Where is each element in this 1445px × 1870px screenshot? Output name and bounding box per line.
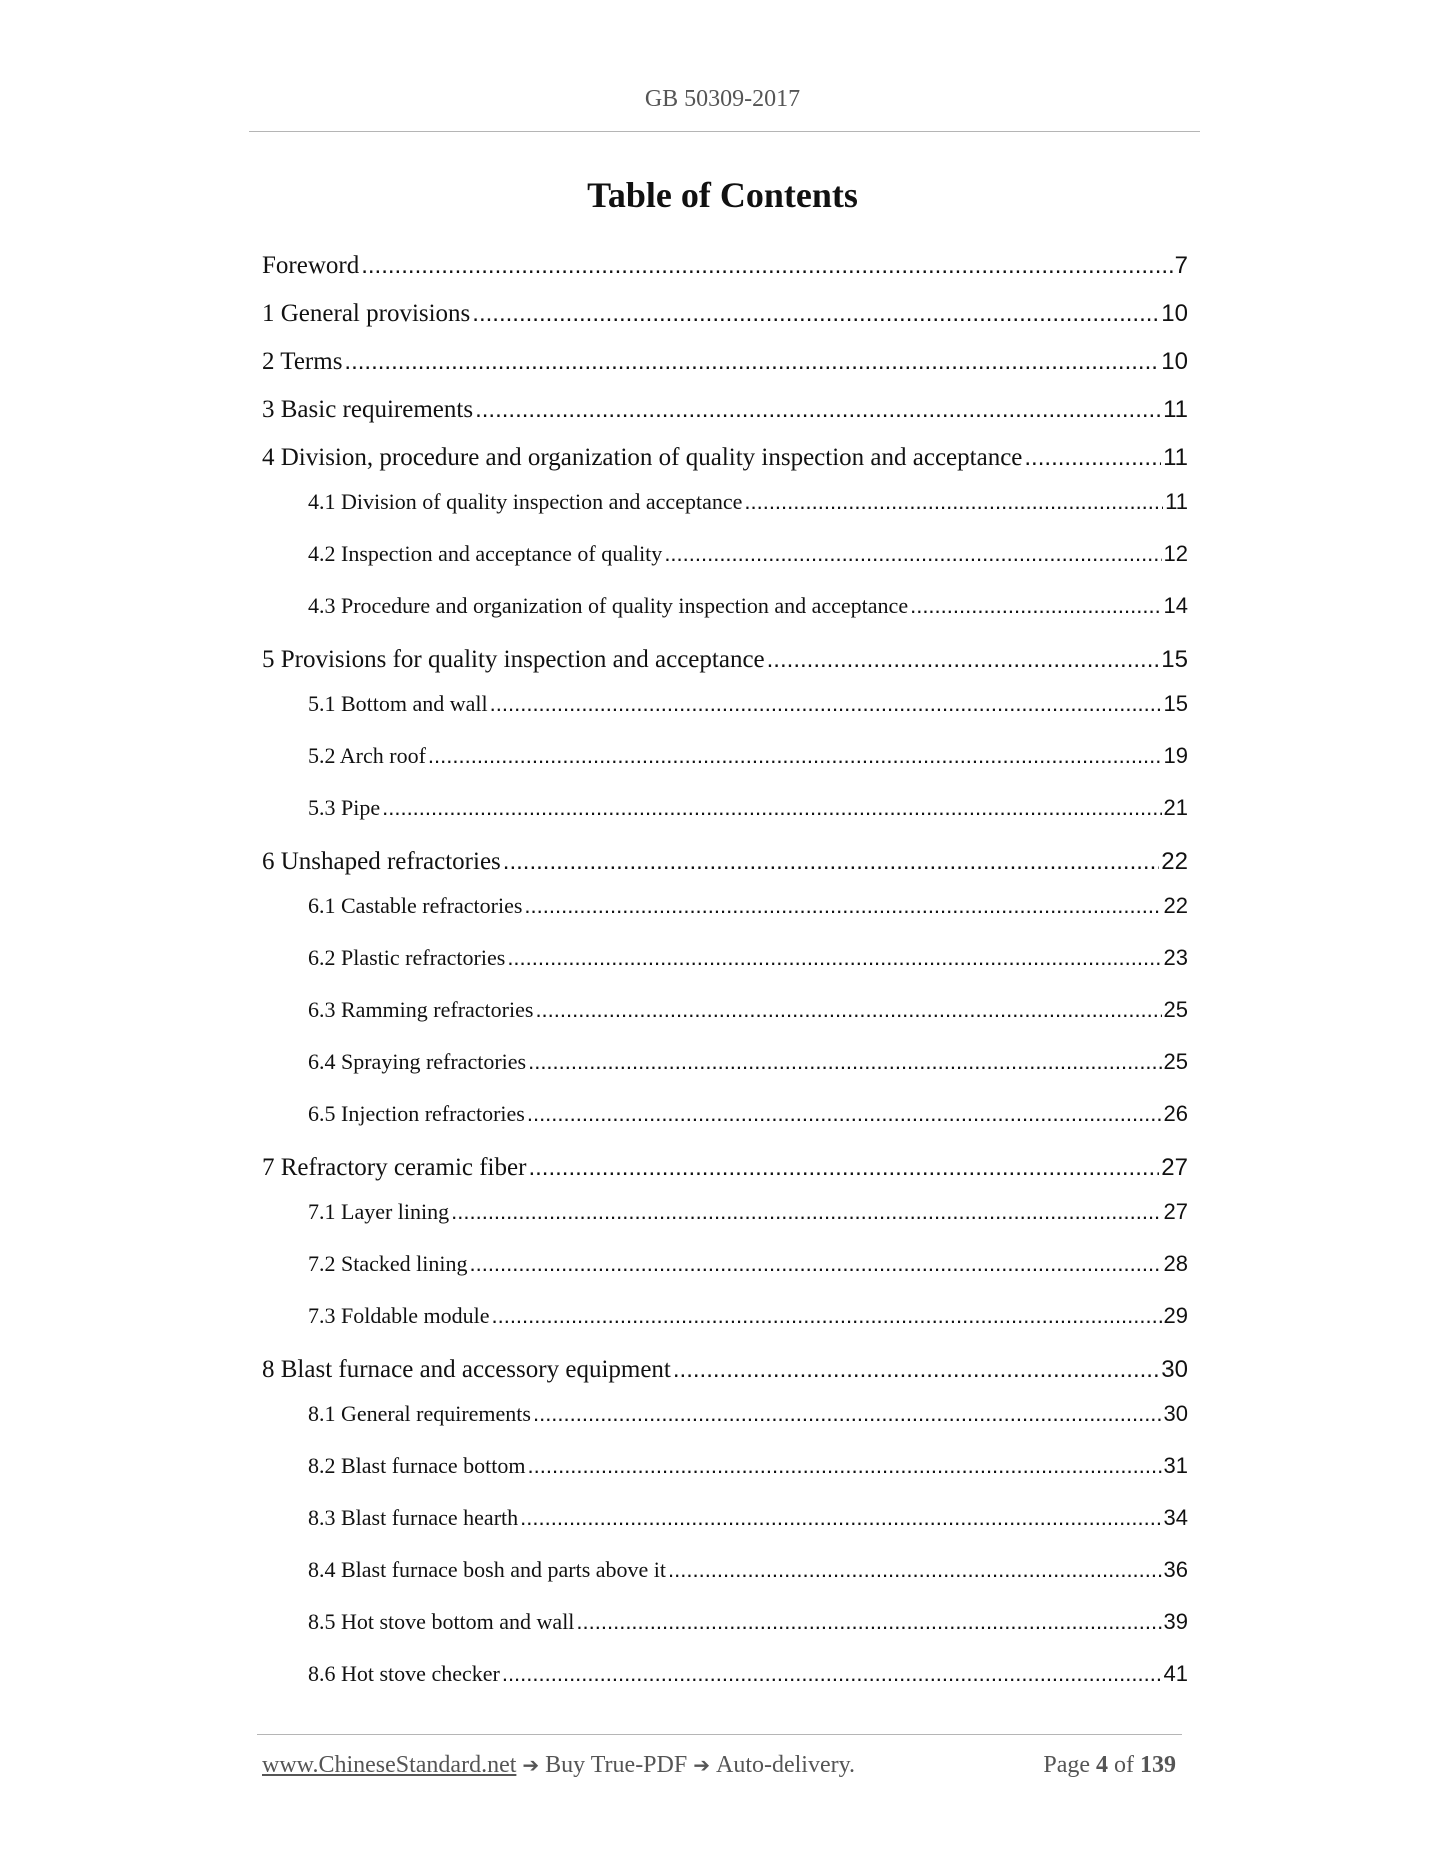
toc-page-number: 25	[1163, 997, 1188, 1022]
toc-chapter-entry[interactable]	[262, 1144, 1188, 1192]
toc-page-number: 27	[1161, 1154, 1188, 1181]
toc-chapter-entry[interactable]	[262, 386, 1188, 434]
dot-leader	[502, 1648, 1162, 1700]
toc-section-entry[interactable]	[262, 1290, 1188, 1342]
toc-entry-title: 7.1 Layer lining	[308, 1199, 450, 1224]
toc-entry-title: 6.1 Castable refractories	[308, 893, 523, 918]
toc-page-number: 31	[1163, 1453, 1188, 1478]
toc-section-entry[interactable]	[262, 1492, 1188, 1544]
dot-leader	[1024, 434, 1161, 482]
dot-leader	[520, 1492, 1161, 1544]
toc-entry-title: 5.2 Arch roof	[308, 743, 426, 768]
toc-entry-title: 8.3 Blast furnace hearth	[308, 1505, 519, 1530]
page-title: Table of Contents	[587, 175, 858, 215]
toc-page-number: 30	[1161, 1356, 1188, 1383]
toc-entry-title: 1 General provisions	[262, 300, 471, 327]
toc-entry-title: 4.2 Inspection and acceptance of quality	[308, 541, 663, 566]
toc-entry-title: 7.3 Foldable module	[308, 1303, 490, 1328]
toc-chapter-entry[interactable]	[262, 338, 1188, 386]
current-page-number: 4	[1096, 1752, 1108, 1778]
dot-leader	[382, 782, 1161, 834]
dot-leader	[527, 1088, 1162, 1140]
dot-leader	[767, 636, 1160, 684]
toc-page-number: 23	[1163, 945, 1188, 970]
toc-entry-title: 7 Refractory ceramic fiber	[262, 1154, 527, 1181]
toc-page-number: 10	[1161, 348, 1188, 375]
toc-section-entry[interactable]	[262, 730, 1188, 782]
toc-section-entry[interactable]	[262, 1036, 1188, 1088]
page-footer	[262, 1752, 1182, 1784]
toc-entry-title: 2 Terms	[262, 348, 343, 375]
toc-entry-title: 6 Unshaped refractories	[262, 848, 501, 875]
toc-entry-title: 5 Provisions for quality inspection and acceptance	[262, 646, 765, 673]
auto-delivery-text: Auto-delivery.	[715, 1752, 856, 1778]
toc-entry-title: 4.1 Division of quality inspection and acceptance	[308, 489, 743, 514]
dot-leader	[344, 338, 1159, 386]
toc-section-entry[interactable]	[262, 678, 1188, 730]
toc-page-number: 10	[1161, 300, 1188, 327]
toc-section-entry[interactable]	[262, 984, 1188, 1036]
toc-entry-title: 6.4 Spraying refractories	[308, 1049, 527, 1074]
toc-page-number: 36	[1163, 1557, 1188, 1582]
dot-leader	[533, 1388, 1162, 1440]
toc-chapter-entry[interactable]	[262, 838, 1188, 886]
right-arrow-icon: ➔	[522, 1753, 540, 1777]
toc-page-number: 26	[1163, 1101, 1188, 1126]
dot-leader	[744, 476, 1163, 528]
dot-leader	[490, 678, 1162, 730]
dot-leader	[664, 528, 1161, 580]
toc-page-number: 15	[1163, 691, 1188, 716]
toc-page-number: 12	[1163, 541, 1188, 566]
toc-chapter-entry[interactable]	[262, 290, 1188, 338]
dot-leader	[428, 730, 1162, 782]
toc-page-number: 11	[1165, 489, 1188, 514]
toc-entry-title: 4.3 Procedure and organization of quality inspection and acceptance	[308, 593, 909, 618]
table-of-contents	[262, 242, 1188, 1704]
dot-leader	[469, 1238, 1161, 1290]
toc-section-entry[interactable]	[262, 1088, 1188, 1140]
toc-page-number: 30	[1163, 1401, 1188, 1426]
dot-leader	[535, 984, 1161, 1036]
dot-leader	[673, 1346, 1159, 1394]
toc-entry-title: 6.5 Injection refractories	[308, 1101, 525, 1126]
dot-leader	[528, 1144, 1159, 1192]
toc-entry-title: 4 Division, procedure and organization of quality inspection and acceptance	[262, 444, 1023, 471]
toc-section-entry[interactable]	[262, 580, 1188, 632]
toc-page-number: 21	[1163, 795, 1188, 820]
toc-entry-title: 8.2 Blast furnace bottom	[308, 1453, 526, 1478]
toc-page-number: 7	[1174, 252, 1188, 279]
toc-section-entry[interactable]	[262, 1440, 1188, 1492]
footer-promo	[262, 1752, 855, 1779]
of-word: of	[1114, 1752, 1134, 1778]
toc-chapter-entry[interactable]	[262, 434, 1188, 482]
buy-pdf-text: Buy True-PDF	[545, 1752, 688, 1778]
toc-page-number: 29	[1163, 1303, 1188, 1328]
toc-page-number: 11	[1163, 396, 1188, 423]
toc-page-number: 15	[1161, 646, 1188, 673]
dot-leader	[507, 932, 1161, 984]
toc-section-entry[interactable]	[262, 1544, 1188, 1596]
site-link[interactable]: www.ChineseStandard.net	[262, 1752, 517, 1778]
footer-divider	[257, 1734, 1182, 1735]
toc-section-entry[interactable]	[262, 782, 1188, 834]
document-code-header: GB 50309-2017	[644, 86, 801, 112]
dot-leader	[910, 580, 1161, 632]
toc-section-entry[interactable]	[262, 528, 1188, 580]
dot-leader	[491, 1290, 1161, 1342]
toc-entry-title: Foreword	[262, 252, 360, 279]
dot-leader	[528, 1440, 1162, 1492]
toc-page-number: 34	[1163, 1505, 1188, 1530]
toc-section-entry[interactable]	[262, 932, 1188, 984]
total-page-count: 139	[1140, 1752, 1176, 1778]
dot-leader	[576, 1596, 1161, 1648]
toc-entry-title: 8.6 Hot stove checker	[308, 1661, 500, 1686]
toc-section-entry[interactable]	[262, 1388, 1188, 1440]
toc-entry-title: 5.3 Pipe	[308, 795, 381, 820]
toc-section-entry[interactable]	[262, 1596, 1188, 1648]
toc-page-number: 39	[1163, 1609, 1188, 1634]
toc-entry-title: 8.5 Hot stove bottom and wall	[308, 1609, 575, 1634]
dot-leader	[451, 1186, 1161, 1238]
toc-entry-title: 6.3 Ramming refractories	[308, 997, 534, 1022]
toc-page-number: 22	[1163, 893, 1188, 918]
toc-entry-title: 3 Basic requirements	[262, 396, 474, 423]
toc-chapter-entry[interactable]	[262, 242, 1188, 290]
toc-page-number: 25	[1163, 1049, 1188, 1074]
toc-section-entry[interactable]	[262, 476, 1188, 528]
toc-page-number: 41	[1163, 1661, 1188, 1686]
toc-entry-title: 6.2 Plastic refractories	[308, 945, 506, 970]
toc-entry-title: 8.1 General requirements	[308, 1401, 531, 1426]
dot-leader	[668, 1544, 1162, 1596]
toc-entry-title: 7.2 Stacked lining	[308, 1251, 468, 1276]
toc-entry-title: 8.4 Blast furnace bosh and parts above it	[308, 1557, 667, 1582]
dot-leader	[475, 386, 1161, 434]
toc-page-number: 27	[1163, 1199, 1188, 1224]
header-divider	[249, 131, 1200, 132]
toc-page-number: 22	[1161, 848, 1188, 875]
dot-leader	[503, 838, 1160, 886]
right-arrow-icon: ➔	[693, 1753, 710, 1777]
toc-entry-title: 5.1 Bottom and wall	[308, 691, 488, 716]
toc-page-number: 28	[1163, 1251, 1188, 1276]
toc-section-entry[interactable]	[262, 880, 1188, 932]
toc-chapter-entry[interactable]	[262, 636, 1188, 684]
dot-leader	[528, 1036, 1161, 1088]
dot-leader	[361, 242, 1172, 290]
toc-section-entry[interactable]	[262, 1648, 1188, 1700]
dot-leader	[524, 880, 1161, 932]
dot-leader	[472, 290, 1159, 338]
toc-chapter-entry[interactable]	[262, 1346, 1188, 1394]
toc-section-entry[interactable]	[262, 1186, 1188, 1238]
toc-entry-title: 8 Blast furnace and accessory equipment	[262, 1356, 671, 1383]
toc-page-number: 11	[1163, 444, 1188, 471]
page-word: Page	[1043, 1752, 1090, 1778]
toc-page-number: 19	[1163, 743, 1188, 768]
toc-page-number: 14	[1163, 593, 1188, 618]
page-number	[1043, 1752, 1182, 1779]
toc-section-entry[interactable]	[262, 1238, 1188, 1290]
